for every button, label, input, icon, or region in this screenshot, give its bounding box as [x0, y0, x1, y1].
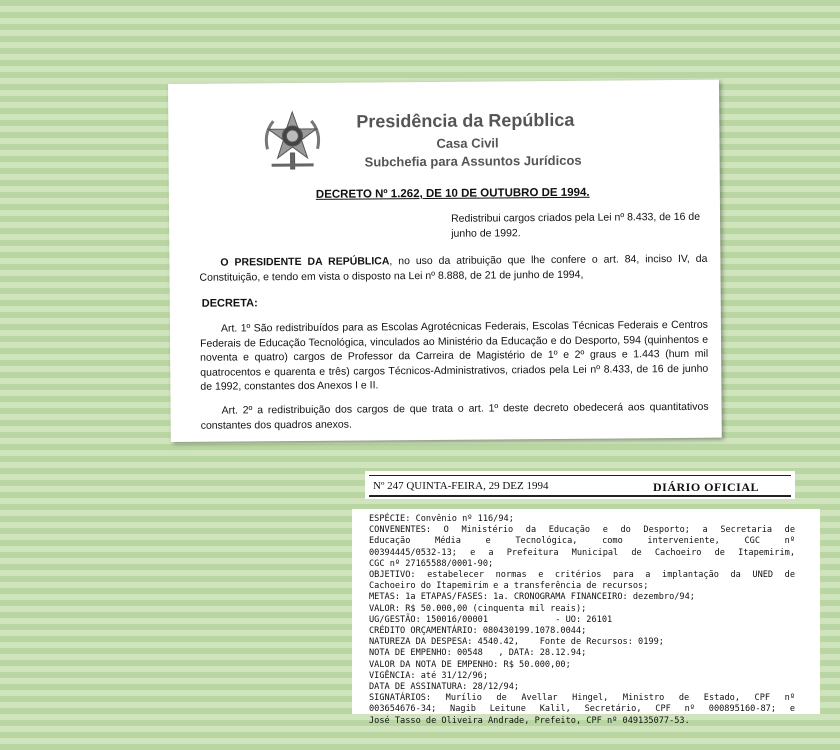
preamble-text: , no uso da atribuição que lhe confere o art. 84, inciso IV, da Constituição, e tendo em vista o disposto na Lei nº 8.888, de 21 de junho de 1994, [199, 252, 708, 284]
diario-oficial-header [365, 471, 795, 499]
decree-title: DECRETO Nº 1.262, DE 10 DE OUTUBRO DE 1994. [315, 186, 590, 201]
decree-document [168, 80, 722, 442]
article-1: Art. 1º São redistribuídos para as Escolas Agrotécnicas Federais, Escolas Técnicas Federais e Centros Federais de Educação Tecnológica, vinculados ao Ministério da Educação e do Desporto, 594 (quinhentos e noventa e quatro) cargos de Professor da Carreira de Magistério de 1º e 2º graus e 1.443 (hum mil quatrocentos e quarenta e três) cargos Técnicos-Administrativos, criados pela Lei nº 8.433, de 16 de junho de 1992, constantes dos Anexos I e II. [199, 318, 709, 393]
top-rule [369, 475, 791, 476]
decree-ementa: Redistribui cargos criados pela Lei nº 8.433, de 16 de junho de 1992. [451, 210, 701, 240]
convenio-line: CGC nº 27165588/0001-90; [369, 558, 494, 569]
article-2: Art. 2º a redistribuição dos cargos de que trata o art. 1º deste decreto obedecerá aos quantitativos constantes dos quadros anexos. [200, 400, 709, 432]
convenio-line: SIGNATÁRIOS: Murílio de Avellar Hingel, Ministro de Estado, CPF nº [369, 693, 795, 704]
convenio-line: DATA DE ASSINATURA: 28/12/94; [369, 682, 520, 693]
convenio-body [369, 514, 795, 727]
convenio-line: VALOR: R$ 50.000,00 (cinquenta mil reais); [369, 603, 587, 614]
convenio-line: Educação Média e Tecnológica, como interveniente, CGC nº [369, 536, 795, 547]
convenio-line: VALOR DA NOTA DE EMPENHO: R$ 50.000,00; [369, 659, 571, 670]
convenio-line: OBJETIVO: estabelecer normas e critérios para a implantação da UNED de [369, 570, 795, 581]
publication-name: DIÁRIO OFICIAL [652, 480, 759, 494]
bottom-rule [369, 495, 791, 497]
issue-date: Nº 247 QUINTA-FEIRA, 29 DEZ 1994 [373, 480, 549, 492]
header-subtitle: Casa Civil [436, 135, 499, 151]
decreta-heading: DECRETA: [201, 297, 258, 310]
convenio-line: 00394445/0532-13; e a Prefeitura Municipal de Cachoeiro de Itapemirim, [369, 547, 795, 558]
convenio-line: NATUREZA DA DESPESA: 4540.42, Fonte de Recursos: 0199; [369, 637, 664, 648]
convenio-line: Cachoeiro do Itapemirim e a transferência de recursos; [369, 581, 649, 592]
header-title: Presidência da República [356, 109, 575, 132]
convenio-line: NOTA DE EMPENHO: 00548 , DATA: 28.12.94; [369, 648, 587, 659]
convenio-line: 003654676-34; Nagib Leitune Kalil, Secretário, CPF nº 000895160-87; e [369, 704, 795, 715]
convenio-clipping [352, 509, 820, 726]
decree-preamble [199, 252, 707, 285]
preamble-lead: O PRESIDENTE DA REPÚBLICA [220, 255, 390, 269]
convenio-line: ESPÉCIE: Convênio nº 116/94; [369, 514, 514, 524]
convenio-line: José Tasso de Oliveira Andrade, Prefeito, CPF nº 049135077-53. [369, 715, 690, 726]
convenio-line: CONVENENTES: O Ministério da Educação e do Desporto; a Secretaria de [369, 525, 795, 536]
convenio-line: METAS: 1a ETAPAS/FASES: 1a. CRONOGRAMA FINANCEIRO: dezembro/94; [369, 592, 695, 603]
header-department: Subchefia para Assuntos Jurídicos [364, 152, 582, 170]
convenio-line: UG/GESTÃO: 150016/00001 - UO: 26101 [369, 614, 613, 625]
convenio-line: VIGÊNCIA: até 31/12/96; [369, 670, 488, 681]
coat-of-arms-seal-icon [259, 109, 326, 176]
convenio-line: CRÉDITO ORÇAMENTÁRIO: 080430199.1078.0044; [369, 626, 587, 637]
